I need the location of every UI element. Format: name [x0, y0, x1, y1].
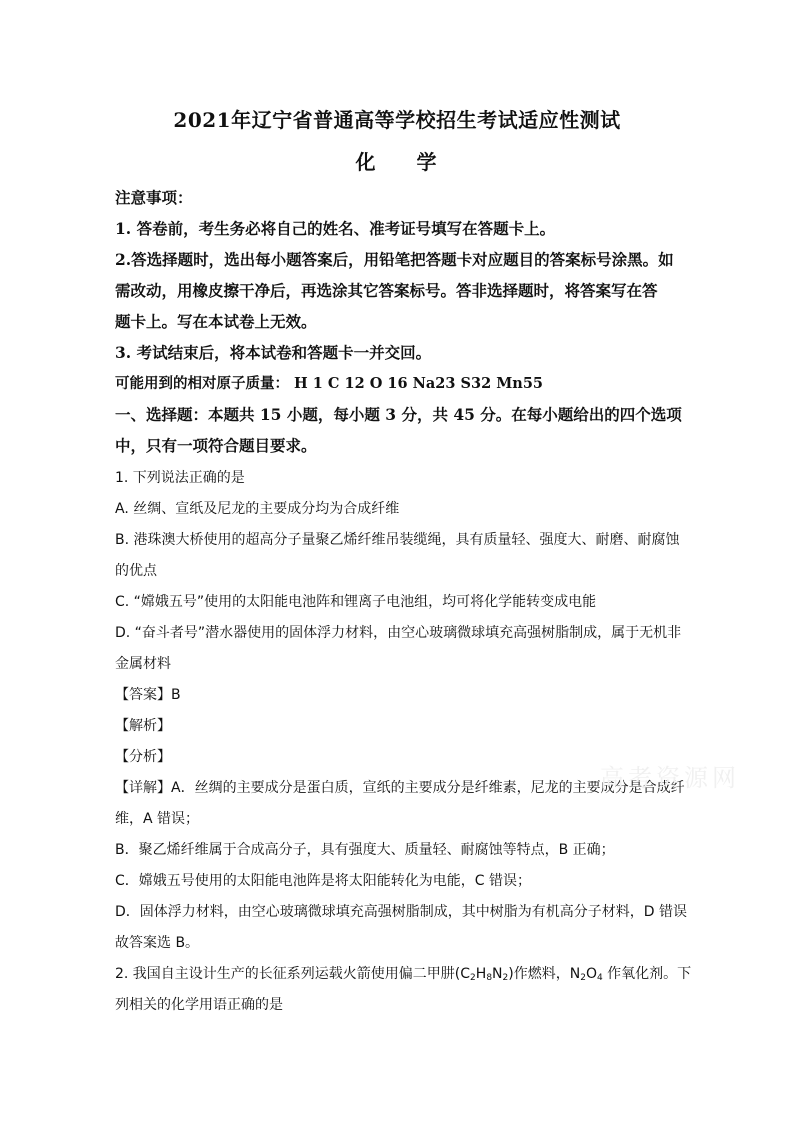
- notice-item-1: 1. 答卷前，考生务必将自己的姓名、准考证号填写在答题卡上。: [115, 219, 556, 238]
- question-1-detail-b: B．聚乙烯纤维属于合成高分子，具有强度大、质量轻、耐腐蚀等特点，B 正确；: [115, 842, 615, 858]
- question-1-answer: 【答案】B: [115, 687, 181, 703]
- question-1-option-d-line-1: D. “奋斗者号”潜水器使用的固体浮力材料，由空心玻璃微球填充高强树脂制成，属于无机非: [115, 625, 682, 641]
- question-1-option-c: C. “嫦娥五号”使用的太阳能电池阵和锂离子电池组，均可将化学能转变成电能: [115, 594, 597, 610]
- question-2-stem-line-1: 2. 我国自主设计生产的长征系列运载火箭使用偏二甲肼$(C_2H_8N_2)$作燃料，$N_2O_4$ 作氧化剂。下: [115, 966, 692, 983]
- question-1-detail-line-1: 【详解】A．丝绸的主要成分是蛋白质，宣纸的主要成分是纤维素，尼龙的主要成分是合成纤: [115, 780, 685, 796]
- exam-title: 2021年辽宁省普通高等学校招生考试适应性测试: [173, 108, 621, 132]
- notice-item-2-line-1: 2.答选择题时，选出每小题答案后，用铅笔把答题卡对应题目的答案标号涂黑。如: [115, 250, 674, 269]
- question-1-detail-line-2: 维，A 错误；: [115, 811, 200, 827]
- question-1-stem: 1. 下列说法正确的是: [115, 470, 245, 486]
- question-1-detail-c: C．嫦娥五号使用的太阳能电池阵是将太阳能转化为电能，C 错误；: [115, 873, 531, 889]
- atomic-mass-line: 可能用到的相对原子质量： H 1 C 12 O 16 Na23 S32 Mn55: [115, 375, 543, 392]
- question-1-detail-d: D．固体浮力材料，由空心玻璃微球填充高强树脂制成，其中树脂为有机高分子材料，D 错误: [115, 904, 688, 920]
- watermark: 高考资源网: [600, 764, 740, 792]
- question-2-stem-line-2: 列相关的化学用语正确的是: [115, 997, 283, 1013]
- question-1-option-b-line-1: B. 港珠澳大桥使用的超高分子量聚乙烯纤维吊装缆绳，具有质量轻、强度大、耐磨、耐腐蚀: [115, 532, 680, 548]
- question-1-analysis-label: 【解析】: [115, 718, 171, 734]
- section-1-heading-line-1: 一、选择题：本题共 15 小题，每小题 3 分，共 45 分。在每小题给出的四个选项: [115, 405, 682, 424]
- question-1-option-b-line-2: 的优点: [115, 563, 157, 579]
- notice-item-2-line-3: 题卡上。写在本试卷上无效。: [115, 312, 317, 331]
- question-1-option-a: A. 丝绸、宣纸及尼龙的主要成分均为合成纤维: [115, 501, 400, 517]
- subject-title: 化 学: [355, 150, 439, 174]
- notice-item-3: 3. 考试结束后，将本试卷和答题卡一并交回。: [115, 343, 432, 362]
- question-1-fenxi-label: 【分析】: [115, 749, 171, 765]
- notice-item-2-line-2: 需改动，用橡皮擦干净后，再选涂其它答案标号。答非选择题时，将答案写在答: [115, 281, 658, 300]
- section-1-heading-line-2: 中，只有一项符合题目要求。: [115, 436, 317, 455]
- question-1-option-d-line-2: 金属材料: [115, 656, 171, 672]
- question-1-conclusion: 故答案选 B。: [115, 935, 200, 951]
- notice-heading: 注意事项：: [115, 188, 193, 207]
